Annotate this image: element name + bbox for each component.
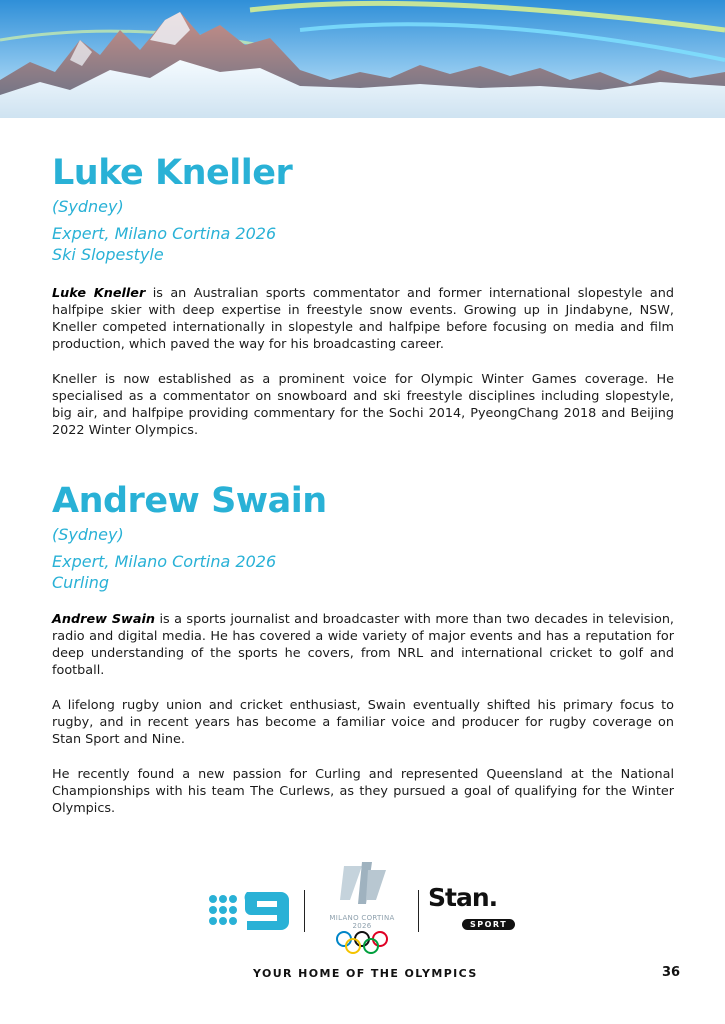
bio-paragraph-1 (52, 611, 674, 679)
bio-paragraph-2: A lifelong rugby union and cricket enthusiast, Swain eventually shifted his primary focus to rugby, and in recent years has become a familiar voice and producer for rugby coverage on Stan Sport and Nine. (52, 698, 674, 747)
profile-luke-kneller (52, 152, 674, 439)
sport-badge: SPORT (462, 919, 515, 930)
bio-paragraph-3: He recently found a new passion for Curling and represented Queensland at the National Championships with his team The Curlews, as they pursued a goal of qualifying for the Winter Olympics. (52, 767, 674, 816)
profile-andrew-swain (52, 480, 674, 817)
stan-sport-logo (428, 884, 515, 931)
milano-cortina-name: MILANO CORTINA (329, 914, 395, 922)
bio-lead-name: Andrew Swain (52, 612, 155, 627)
milano-cortina-year: 2026 (352, 922, 372, 930)
profile-role: Expert, Milano Cortina 2026 (52, 552, 277, 571)
milano-cortina-emblem-icon (332, 860, 392, 910)
bio-lead-name: Luke Kneller (52, 286, 146, 301)
bio-text: is an Australian sports commentator and former international slopestyle and halfpipe skier with deep expertise in freestyle snow events. Growing up in Jindabyne, NSW, Kneller competed internationally in slopestyle and halfpipe before focusing on media and film production, which paved the way for his broadcasting career. (52, 286, 674, 352)
stan-wordmark: Stan. (428, 883, 498, 912)
profile-name: Luke Kneller (52, 153, 293, 193)
partner-logos (0, 860, 725, 960)
page-number: 36 (662, 965, 681, 980)
logo-divider (418, 890, 419, 932)
nine-network-logo (207, 890, 293, 934)
profile-sport: Ski Slopestyle (52, 245, 164, 264)
profile-role: Expert, Milano Cortina 2026 (52, 224, 277, 243)
profile-location: (Sydney) (52, 197, 124, 216)
profile-location: (Sydney) (52, 525, 124, 544)
bio-paragraph-1 (52, 285, 674, 353)
bio-text: is a sports journalist and broadcaster with more than two decades in television, radio and digital media. He has covered a wide variety of major events and has a reputation for deep understanding of the sports he covers, from NRL and international cricket to golf and football. (52, 612, 674, 678)
logo-divider (304, 890, 305, 932)
milano-cortina-logo (316, 860, 408, 958)
profile-sport: Curling (52, 573, 110, 592)
footer-tagline: YOUR HOME OF THE OLYMPICS (253, 967, 478, 980)
profile-name: Andrew Swain (52, 481, 327, 521)
mountain-banner (0, 0, 725, 118)
olympic-rings-icon (334, 930, 390, 956)
bio-paragraph-2: Kneller is now established as a prominent voice for Olympic Winter Games coverage. He specialised as a commentator on snowboard and ski freestyle disciplines including slopestyle, big air, and halfpipe providing commentary for the Sochi 2014, PyeongChang 2018 and Beijing 2022 Winter Olympics. (52, 372, 674, 438)
